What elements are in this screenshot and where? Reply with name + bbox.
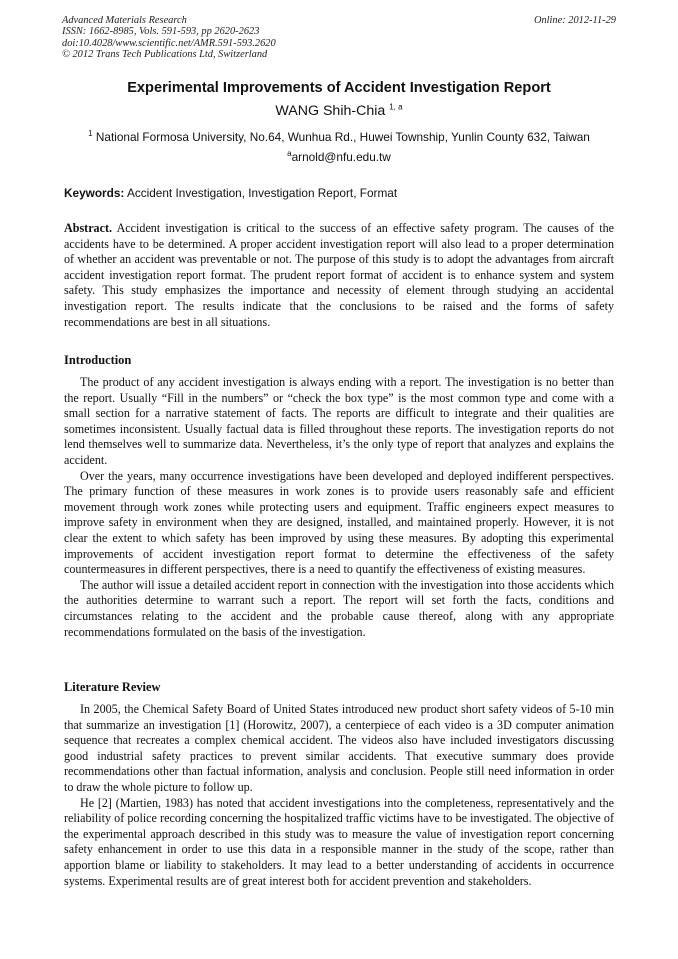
email-superscript: a [287, 149, 292, 159]
paragraph: Over the years, many occurrence investigations have been developed and deployed indifferent perspectives. The primary function of these measures in work zones is to provide users reasonably safe and efficient movement through work zones while protecting users and equipment. Traffic engineers expect measures to improve safety in environment when they are designed, installed, and maintained properly. However, it is not clear the extent to which safety has been improved by using these measures. By adopting this experimental improvements of accident investigation report format to determine the effectiveness of the safety countermeasures in different perspectives, there is a need to quantify the effectiveness of existing measures. [64, 468, 614, 577]
affiliation-text: National Formosa University, No.64, Wunhua Rd., Huwei Township, Yunlin County 632, Taiwan [95, 130, 590, 144]
journal-header [62, 15, 616, 60]
affiliation-line [40, 130, 638, 144]
copyright-line: © 2012 Trans Tech Publications Ltd, Switzerland [62, 48, 268, 60]
author-name: WANG Shih-Chia [275, 103, 386, 119]
keywords-text: Accident Investigation, Investigation Report, Format [126, 186, 398, 200]
abstract-text: Accident investigation is critical to the success of an effective safety program. The causes of the accidents have to be determined. A proper accident investigation report will also lead to a proper determination of whether an accident was preventable or not. The purpose of this study is to adopt the advantages from aircraft accident investigation report format. The prudent report format of accident is to enhance system and system safety. This study emphasizes the importance and necessity of element through studying an accidental investigation report. The results indicate that the conclusions to be raised and the forms of safety recommendations are best in all situations. [64, 221, 615, 329]
paragraph: He [2] (Martien, 1983) has noted that accident investigations into the completeness, representatively and the reliability of police recording concerning the hospitalized traffic victims have to be investigated. The objective of the experimental approach described in this study was to measure the value of investigation report concerning safety enhancement in order to use this data in a responsible manner in the study of the scope, rather than apportion blame or liability to stakeholders. It may lead to a better understanding of accidents in occurrence systems. Experimental results are of great interest both for accident prevention and stakeholders. [64, 795, 614, 888]
issn-line: ISSN: 1662-8985, Vols. 591-593, pp 2620-2623 [62, 26, 260, 38]
journal-name: Advanced Materials Research [62, 15, 187, 26]
keywords-label: Keywords: [64, 186, 125, 200]
literature-review-heading: Literature Review [64, 680, 161, 694]
author-superscript: 1, a [389, 102, 403, 112]
abstract [64, 221, 614, 330]
author-line [40, 103, 638, 119]
email-address: arnold@nfu.edu.tw [291, 150, 391, 164]
doi-line: doi:10.4028/www.scientific.net/AMR.591-593.2620 [62, 37, 276, 49]
abstract-label: Abstract. [64, 221, 113, 235]
email-line [40, 150, 638, 164]
paragraph: The product of any accident investigation is always ending with a report. The investigation is no better than the report. Usually “Fill in the numbers” or “check the box type” is the most common type and come with a small section for a narrative statement of facts. The reports are difficult to integrate and their qualities are sometimes inconsistent. Usually factual data is filled throughout these reports. The investigation reports do not lend themselves well to summarize data. Nevertheless, it’s the only type of report that analyzes and explains the accident. [64, 375, 614, 467]
paper-title: Experimental Improvements of Accident Investigation Report [127, 80, 551, 96]
keywords [64, 186, 616, 200]
online-date: Online: 2012-11-29 [533, 15, 616, 26]
introduction-body [64, 375, 614, 640]
paragraph: In 2005, the Chemical Safety Board of United States introduced new product short safety videos of 5-10 min that summarize an investigation [1] (Horowitz, 2007), a centerpiece of each video is a 3D computer animation sequence that recreates a complex chemical accident. The videos also have included investigators discussing good industrial safety practices to prevent similar accidents. That executive summary does provide recommendations other than factual information, analysis and conclusion. People still need information in order to draw the whole picture to follow up. [64, 702, 614, 794]
paragraph: The author will issue a detailed accident report in connection with the investigation into those accidents which the authorities determine to warrant such a report. The report will set forth the facts, conditions and circumstances relating to the accident and the probable cause thereof, along with any appropriate recommendations formulated on the basis of the investigation. [64, 577, 614, 639]
literature-review-body [64, 702, 614, 889]
introduction-heading: Introduction [64, 353, 132, 367]
affiliation-superscript: 1 [88, 129, 93, 139]
